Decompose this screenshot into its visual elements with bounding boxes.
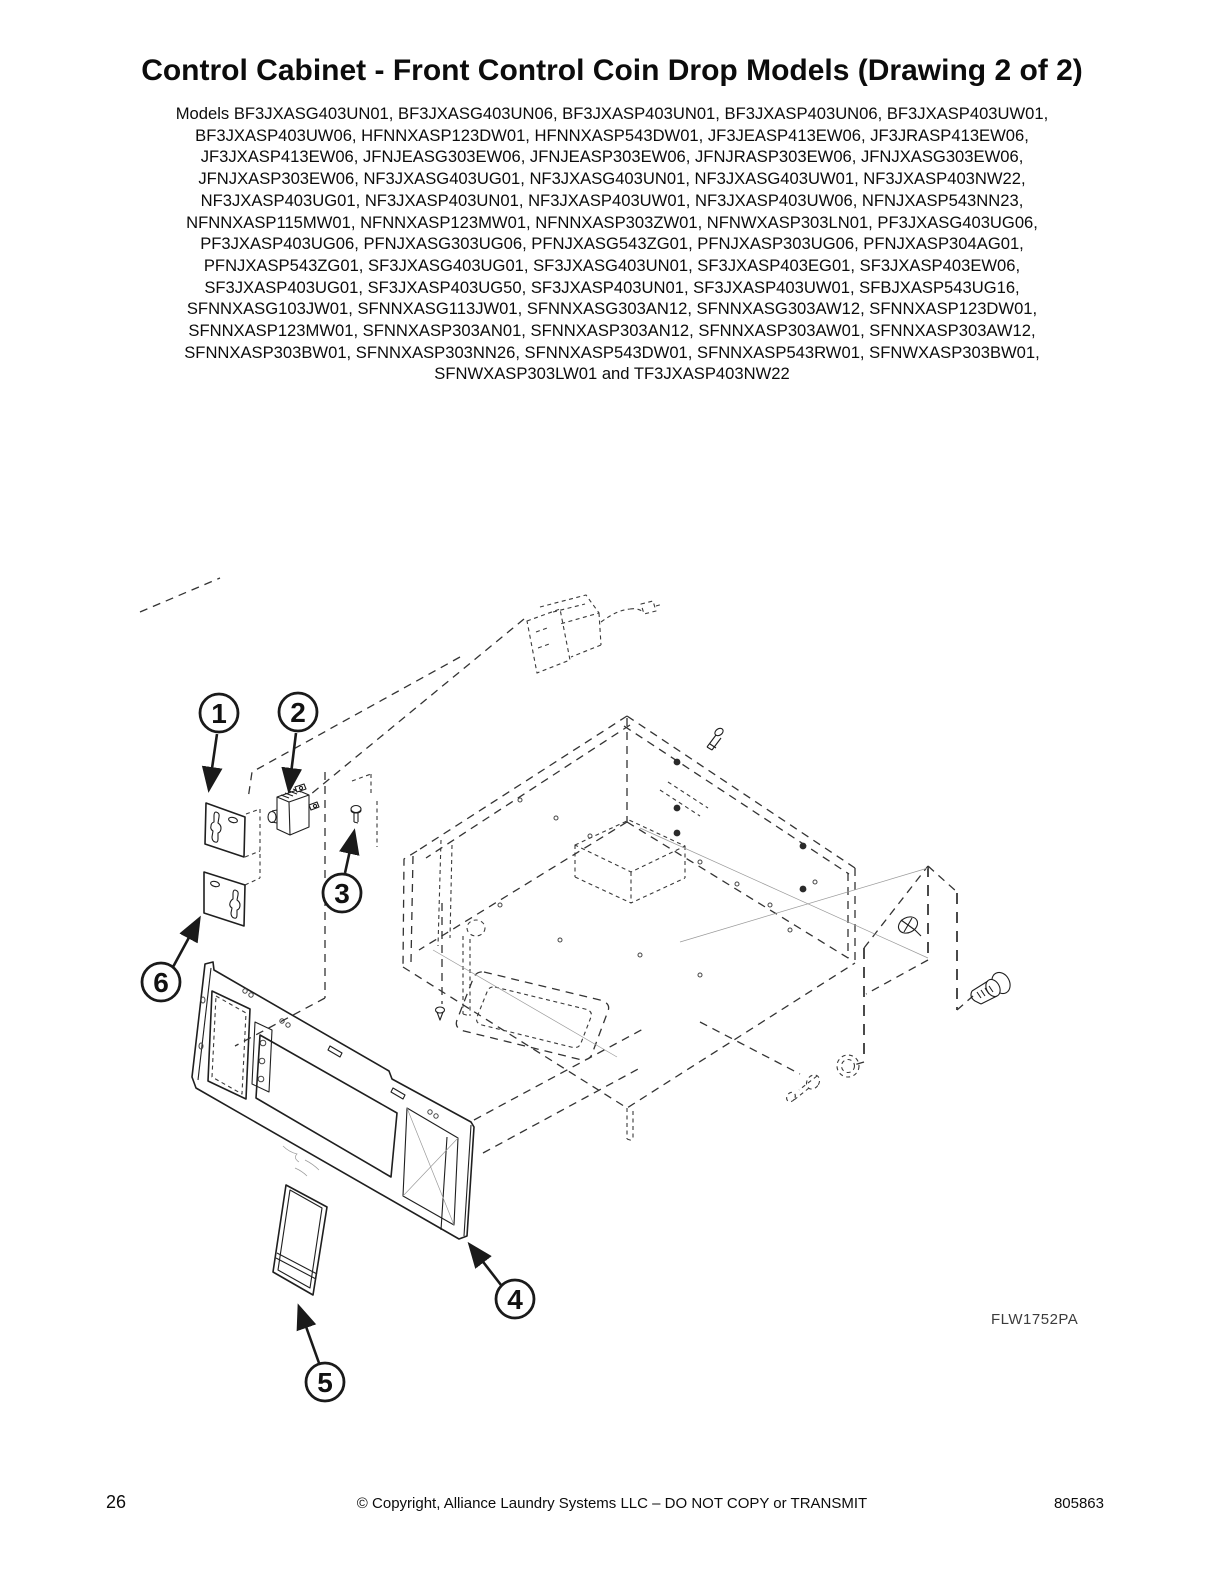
model-list-line: SFNNXASP303BW01, SFNNXASP303NN26, SFNNXASP543DW01, SFNNXASP543RW01, SFNWXASP303BW01, bbox=[184, 342, 1040, 362]
callout-5-label: 5 bbox=[317, 1367, 333, 1398]
callout-6 bbox=[142, 919, 199, 1001]
page-title: Control Cabinet - Front Control Coin Drop Models (Drawing 2 of 2) bbox=[141, 54, 1083, 87]
knurled-fastener-icon bbox=[700, 1022, 859, 1103]
callout-3 bbox=[323, 832, 361, 912]
torx-screw-icon bbox=[971, 969, 1014, 1004]
model-list-line: SF3JXASP403UG01, SF3JXASP403UG50, SF3JXASP403UN01, SF3JXASP403UW01, SFBJXASP543UG16, bbox=[204, 277, 1020, 297]
side-panel-outline bbox=[640, 828, 973, 1065]
model-list-line: JFNJXASP303EW06, NF3JXASG403UG01, NF3JXASG403UN01, NF3JXASG403UW01, NF3JXASP403NW22, bbox=[198, 169, 1026, 189]
callout-2-label: 2 bbox=[290, 697, 306, 728]
page-number: 26 bbox=[106, 1492, 127, 1512]
model-list-line: NFNNXASP115MW01, NFNNXASP123MW01, NFNNXASP303ZW01, NFNWXASP303LN01, PF3JXASG403UG06, bbox=[186, 212, 1038, 232]
cabinet-outline bbox=[403, 716, 855, 1141]
flat-screw-icon bbox=[896, 914, 921, 937]
doc-number: 805863 bbox=[1053, 1495, 1104, 1512]
callout-5 bbox=[299, 1307, 344, 1401]
part-3-screw bbox=[351, 806, 361, 824]
callout-1 bbox=[200, 694, 238, 789]
panel-screw-icon bbox=[436, 1007, 445, 1020]
part-1-plate bbox=[205, 803, 245, 857]
model-list-line: SFNNXASP123MW01, SFNNXASP303AN01, SFNNXASP303AN12, SFNNXASP303AW01, SFNNXASP303AW12, bbox=[188, 321, 1036, 341]
model-list-line: SFNNXASG103JW01, SFNNXASG113JW01, SFNNXASG303AN12, SFNNXASG303AW12, SFNNXASP123DW01, bbox=[186, 299, 1038, 319]
model-list-line: BF3JXASP403UW06, HFNNXASP123DW01, HFNNXASP543DW01, JF3JEASP413EW06, JF3JRASP413EW06, bbox=[195, 125, 1029, 145]
callout-4 bbox=[470, 1245, 534, 1318]
callout-2 bbox=[279, 693, 317, 790]
cabinet-screw-icon bbox=[707, 727, 725, 750]
part-6-plate bbox=[204, 872, 245, 926]
callout-4-label: 4 bbox=[507, 1284, 523, 1315]
model-list-line: NF3JXASP403UG01, NF3JXASP403UN01, NF3JXASP403UW01, NF3JXASP403UW06, NFNJXASP543NN23, bbox=[200, 190, 1024, 210]
part-4-control-panel bbox=[192, 962, 474, 1239]
callout-3-label: 3 bbox=[334, 878, 350, 909]
coin-drop-bracket-outline bbox=[527, 595, 663, 673]
callout-6-label: 6 bbox=[153, 967, 169, 998]
model-list-line: SFNWXASP303LW01 and TF3JXASP403NW22 bbox=[434, 364, 790, 384]
part-2-breaker bbox=[268, 784, 319, 835]
part-5-card bbox=[273, 1185, 327, 1295]
model-list-line: Models BF3JXASG403UN01, BF3JXASG403UN06, BF3JXASP403UN01, BF3JXASP403UN06, BF3JXASP403UW01, bbox=[175, 104, 1049, 123]
model-list-line: JF3JXASP413EW06, JFNJEASG303EW06, JFNJEASP303EW06, JFNJRASP303EW06, JFNJXASG303EW06, bbox=[200, 147, 1024, 167]
callout-1-label: 1 bbox=[211, 698, 227, 729]
copyright-text: © Copyright, Alliance Laundry Systems LLC – DO NOT COPY or TRANSMIT bbox=[356, 1495, 868, 1512]
model-list-line: PFNJXASP543ZG01, SF3JXASG403UG01, SF3JXASG403UN01, SF3JXASP403EG01, SF3JXASP403EW06, bbox=[203, 255, 1021, 275]
model-list-line: PF3JXASP403UG06, PFNJXASG303UG06, PFNJXASG543ZG01, PFNJXASP303UG06, PFNJXASP304AG01, bbox=[200, 234, 1024, 254]
figure-code: FLW1752PA bbox=[991, 1311, 1079, 1328]
page-footer bbox=[0, 1492, 1224, 1522]
